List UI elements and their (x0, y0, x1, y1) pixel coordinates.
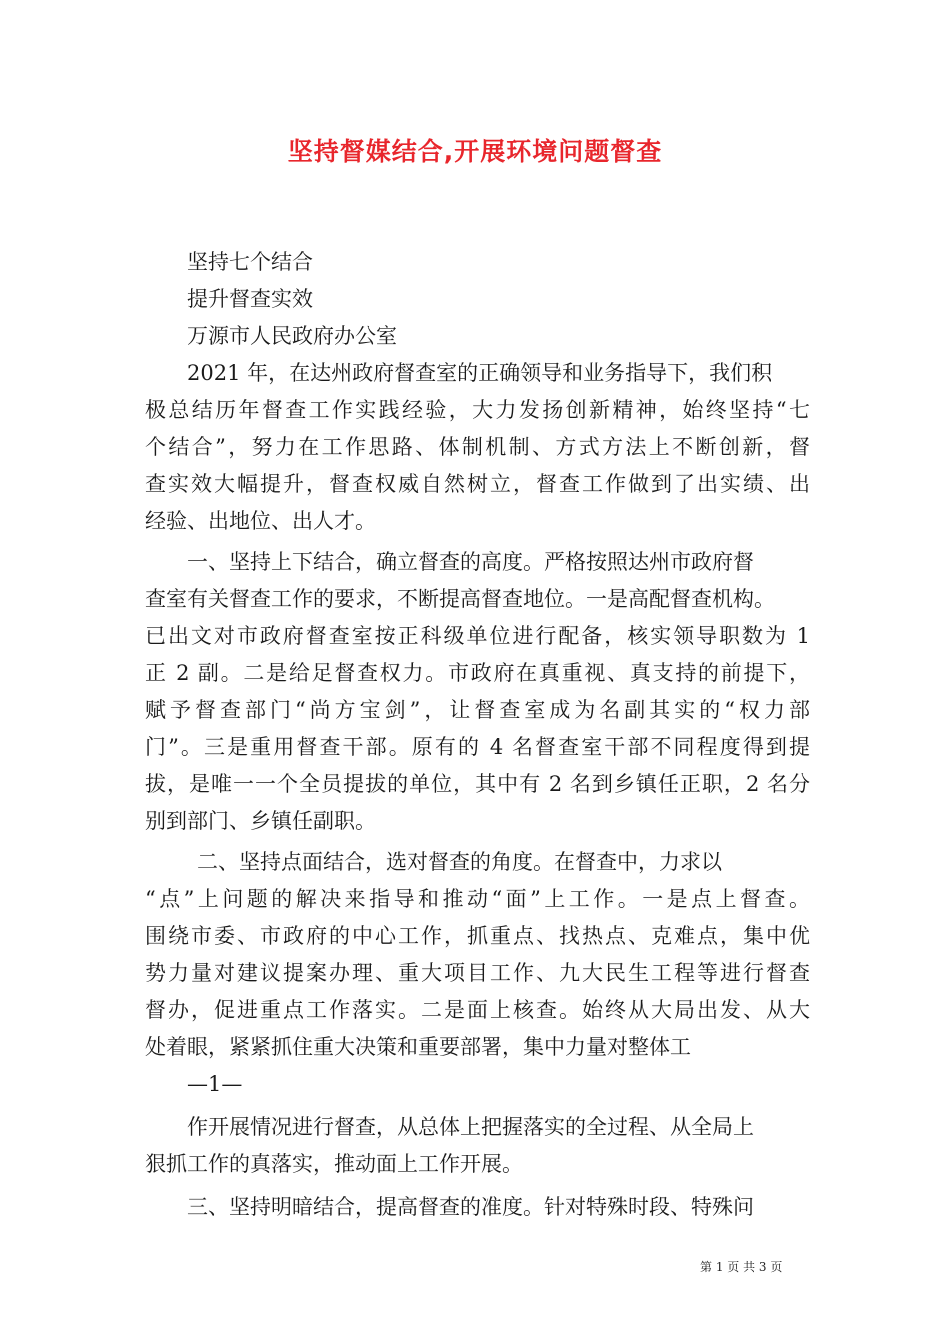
text-line: 别到部门、乡镇任副职。 (145, 809, 376, 833)
text-line: 拔，是唯一一个全员提拔的单位，其中有 2 名到乡镇任正职，2 名分 (145, 772, 810, 796)
text-line: 已出文对市政府督查室按正科级单位进行配备，核实领导职数为 1 (145, 624, 810, 648)
paragraph-section-2 (145, 844, 810, 1066)
text-line: 势力量对建议提案办理、重大项目工作、九大民生工程等进行督查 (145, 961, 810, 985)
text-line: 极总结历年督查工作实践经验，大力发扬创新精神，始终坚持“七 (145, 398, 810, 422)
text-line: 狠抓工作的真落实，推动面上工作开展。 (145, 1152, 523, 1176)
text-line: 赋予督查部门“尚方宝剑”，让督查室成为名副其实的“权力部 (145, 698, 810, 722)
paragraph-continued (145, 1109, 810, 1183)
paragraph-section-1 (145, 544, 810, 840)
text-line: 查室有关督查工作的要求，不断提高督查地位。一是高配督查机构。 (145, 587, 775, 611)
text-line: 督办，促进重点工作落实。二是面上核查。始终从大局出发、从大 (145, 998, 810, 1022)
document-title: 坚持督媒结合,开展环境问题督查 (287, 137, 663, 166)
text-line: 经验、出地位、出人才。 (145, 509, 376, 533)
paragraph-intro (145, 355, 810, 540)
header-line: 坚持七个结合 (187, 250, 313, 274)
text-line: 门”。三是重用督查干部。原有的 4 名督查室干部不同程度得到提 (145, 735, 810, 759)
text-line: “点”上问题的解决来指导和推动“面”上工作。一是点上督查。 (145, 887, 810, 911)
text-line: 处着眼，紧紧抓住重大决策和重要部署，集中力量对整体工 (145, 1035, 691, 1059)
text-line: 作开展情况进行督查，从总体上把握落实的全过程、从全局上 (187, 1115, 754, 1139)
header-line: 提升督查实效 (187, 287, 313, 311)
text-line: 围绕市委、市政府的中心工作，抓重点、找热点、克难点，集中优 (145, 924, 810, 948)
text-line: 一、坚持上下结合，确立督查的高度。严格按照达州市政府督 (187, 550, 754, 574)
text-line: 正 2 副。二是给足督查权力。市政府在真重视、真支持的前提下， (145, 661, 810, 685)
header-line: 万源市人民政府办公室 (187, 324, 397, 348)
text-line: 个结合”，努力在工作思路、体制机制、方式方法上不断创新，督 (145, 435, 810, 459)
document-body (145, 244, 810, 1226)
page-footer: 第 1 页 共 3 页 (700, 1260, 783, 1274)
text-line: 查实效大幅提升，督查权威自然树立，督查工作做到了出实绩、出 (145, 472, 810, 496)
page-marker: —1— (187, 1072, 243, 1096)
paragraph-section-3: 三、坚持明暗结合，提高督查的准度。针对特殊时段、特殊问 (187, 1195, 754, 1219)
text-line: 2021 年，在达州政府督查室的正确领导和业务指导下，我们积 (187, 361, 773, 385)
text-line: 二、坚持点面结合，选对督查的角度。在督查中，力求以 (197, 850, 722, 874)
